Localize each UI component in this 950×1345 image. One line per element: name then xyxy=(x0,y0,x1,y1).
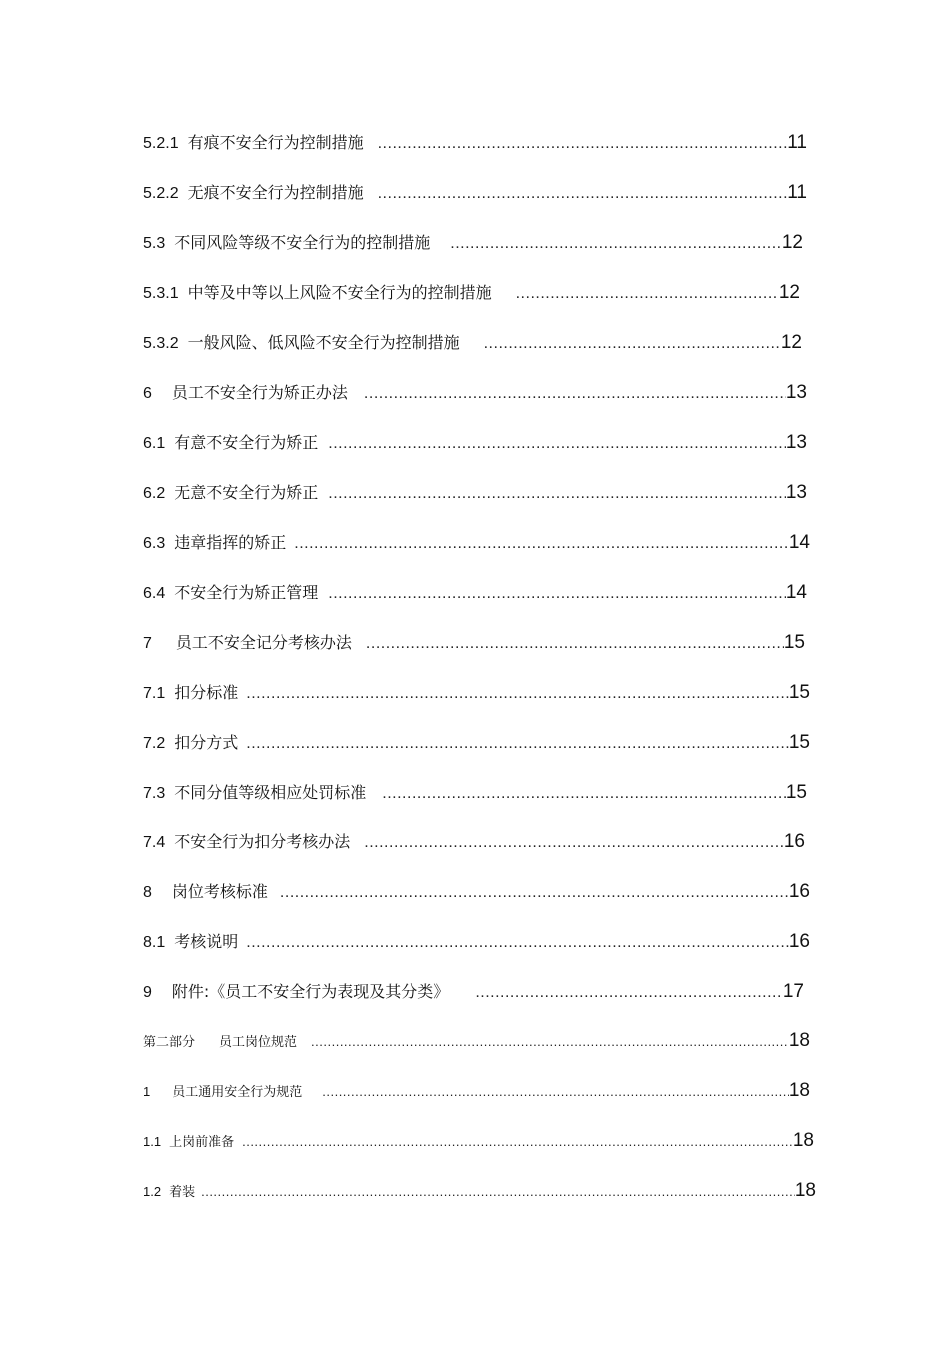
toc-title: 岗位考核标准 xyxy=(171,882,268,901)
toc-number: 1.1 xyxy=(143,1134,162,1149)
toc-number: 7.4 xyxy=(143,834,166,851)
toc-leader xyxy=(322,1080,789,1104)
toc-page-number: 11 xyxy=(787,182,807,203)
toc-title: 扣分方式 xyxy=(174,733,239,752)
toc-leader xyxy=(450,232,782,256)
toc-page-number: 15 xyxy=(785,782,807,803)
toc-leader xyxy=(246,931,789,955)
toc-leader xyxy=(475,981,783,1005)
toc-page-number: 17 xyxy=(782,981,804,1002)
toc-title: 违章指挥的矫正 xyxy=(174,533,287,552)
toc-number: 5.3.2 xyxy=(143,335,179,352)
toc-title: 扣分标准 xyxy=(174,683,239,702)
toc-leader xyxy=(328,482,786,506)
toc-leader xyxy=(484,332,781,356)
toc-page-number: 15 xyxy=(788,732,810,753)
toc-entry[interactable] xyxy=(143,980,804,1004)
toc-leader xyxy=(378,132,788,156)
toc-number: 6.4 xyxy=(143,585,166,602)
toc-entry[interactable] xyxy=(143,781,807,805)
toc-page-number: 12 xyxy=(780,332,802,353)
toc-number: 8 xyxy=(143,884,152,901)
toc-page-number: 18 xyxy=(794,1180,816,1201)
toc-title: 不同分值等级相应处罚标准 xyxy=(174,783,367,802)
toc-leader xyxy=(382,782,786,806)
toc-title: 考核说明 xyxy=(174,932,239,951)
toc-leader xyxy=(328,582,786,606)
toc-page-number: 16 xyxy=(783,831,805,852)
toc-entry[interactable] xyxy=(143,131,807,155)
toc-number: 5.3 xyxy=(143,235,166,252)
toc-leader xyxy=(378,182,788,206)
toc-number: 1.2 xyxy=(143,1184,162,1199)
toc-title: 有意不安全行为矫正 xyxy=(174,433,319,452)
toc-number: 6.3 xyxy=(143,535,166,552)
toc-title: 无痕不安全行为控制措施 xyxy=(187,183,364,202)
toc-title: 员工通用安全行为规范 xyxy=(172,1085,303,1100)
toc-title: 员工岗位规范 xyxy=(219,1035,298,1050)
toc-page-number: 18 xyxy=(792,1130,814,1151)
toc-entry[interactable] xyxy=(143,631,805,655)
toc-title: 不安全行为扣分考核办法 xyxy=(174,832,351,851)
toc-page-number: 15 xyxy=(783,632,805,653)
toc-leader xyxy=(246,682,789,706)
toc-page-number: 18 xyxy=(788,1030,810,1051)
toc-number: 6.1 xyxy=(143,435,166,452)
toc-number: 8.1 xyxy=(143,934,166,951)
toc-page-number: 13 xyxy=(785,482,807,503)
toc-title: 附件:《员工不安全行为表现及其分类》 xyxy=(171,982,450,1001)
toc-page-number: 13 xyxy=(785,382,807,403)
toc-title: 员工不安全行为矫正办法 xyxy=(171,383,348,402)
toc-entry[interactable] xyxy=(143,581,807,605)
toc-entry[interactable] xyxy=(143,1079,810,1103)
toc-number: 6 xyxy=(143,385,152,402)
toc-page-number: 16 xyxy=(788,881,810,902)
toc-leader xyxy=(280,881,789,905)
toc-number: 7.3 xyxy=(143,785,166,802)
toc-entry[interactable] xyxy=(143,681,810,705)
toc-entry[interactable] xyxy=(143,331,802,355)
toc-title: 不安全行为矫正管理 xyxy=(174,583,319,602)
toc-number: 6.2 xyxy=(143,485,166,502)
toc-leader xyxy=(516,282,779,306)
toc-entry[interactable] xyxy=(143,731,810,755)
toc-leader xyxy=(366,632,784,656)
toc-entry[interactable] xyxy=(143,481,807,505)
toc-entry[interactable] xyxy=(143,930,810,954)
toc-page-number: 12 xyxy=(778,282,800,303)
toc-title: 员工不安全记分考核办法 xyxy=(175,633,352,652)
toc-number: 7.1 xyxy=(143,685,166,702)
toc-entry[interactable] xyxy=(143,381,807,405)
toc-leader xyxy=(201,1180,795,1204)
toc-title: 有痕不安全行为控制措施 xyxy=(187,133,364,152)
toc-entry[interactable] xyxy=(143,181,807,205)
toc-number: 9 xyxy=(143,984,152,1001)
toc-leader xyxy=(364,831,784,855)
toc-entry[interactable] xyxy=(143,1179,816,1203)
toc-entry[interactable] xyxy=(143,531,810,555)
toc-entry[interactable] xyxy=(143,1029,810,1053)
toc-number: 1 xyxy=(143,1084,151,1099)
toc-leader xyxy=(246,732,789,756)
toc-page-number: 12 xyxy=(781,232,803,253)
toc-number: 5.2.1 xyxy=(143,135,179,152)
toc-entry[interactable] xyxy=(143,281,800,305)
toc-number: 7 xyxy=(143,635,152,652)
toc-number: 7.2 xyxy=(143,735,166,752)
toc-title: 无意不安全行为矫正 xyxy=(174,483,319,502)
toc-leader xyxy=(311,1030,789,1054)
toc-page-number: 13 xyxy=(785,432,807,453)
toc-page-number: 14 xyxy=(788,532,810,553)
toc-page-number: 16 xyxy=(788,931,810,952)
toc-number: 5.3.1 xyxy=(143,285,179,302)
toc-title: 不同风险等级不安全行为的控制措施 xyxy=(174,233,431,252)
toc-entry[interactable] xyxy=(143,1129,814,1153)
toc-number: 第二部分 xyxy=(143,1035,196,1050)
toc-leader xyxy=(364,382,786,406)
toc-entry[interactable] xyxy=(143,431,807,455)
toc-page-number: 11 xyxy=(787,132,807,153)
toc-page-number: 14 xyxy=(785,582,807,603)
toc-number: 5.2.2 xyxy=(143,185,179,202)
toc-title: 中等及中等以上风险不安全行为的控制措施 xyxy=(187,283,492,302)
toc-entry[interactable] xyxy=(143,830,805,854)
toc-page-number: 18 xyxy=(788,1080,810,1101)
toc-leader xyxy=(294,532,789,556)
toc-entry[interactable] xyxy=(143,231,803,255)
toc-title: 着装 xyxy=(169,1185,196,1200)
toc-page-number: 15 xyxy=(788,682,810,703)
toc-leader xyxy=(242,1130,793,1154)
toc-leader xyxy=(328,432,786,456)
toc-title: 上岗前准备 xyxy=(169,1135,235,1150)
toc-entry[interactable] xyxy=(143,880,810,904)
toc-title: 一般风险、低风险不安全行为控制措施 xyxy=(187,333,460,352)
